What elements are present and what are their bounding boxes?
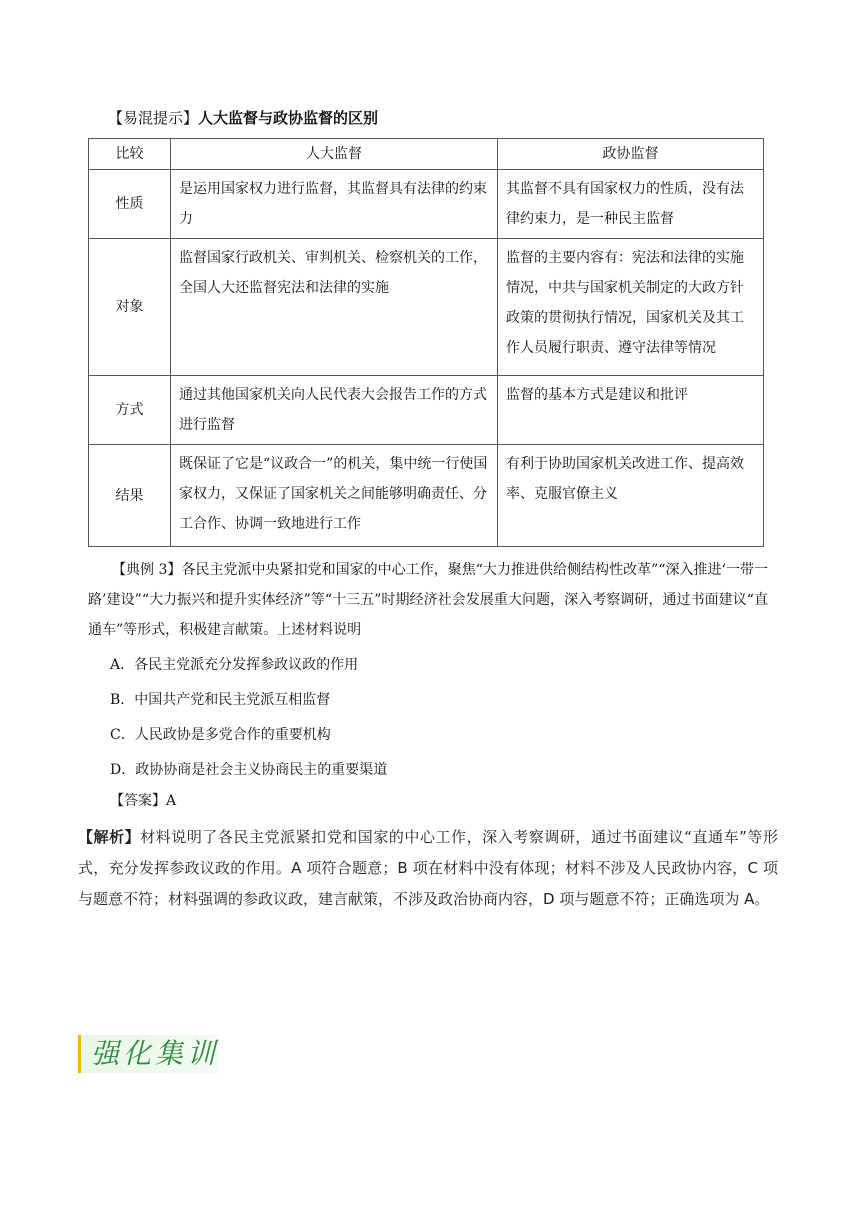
tip-label: 【易混提示】 <box>108 109 199 127</box>
answer-options <box>110 654 387 794</box>
cell-cppcc: 监督的主要内容有：宪法和法律的实施情况，中共与国家机关制定的大政方针政策的贯彻执行情况，国家机关及其工作人员履行职责、遵守法律等情况 <box>498 239 764 376</box>
table-header-row <box>89 139 764 170</box>
row-label-object: 对象 <box>89 239 171 376</box>
option-b: B．中国共产党和民主党派互相监督 <box>110 692 331 708</box>
table-row <box>89 170 764 239</box>
header-compare: 比较 <box>89 139 171 170</box>
row-label-result: 结果 <box>89 445 171 547</box>
answer-line: 【答案】A <box>110 793 177 809</box>
comparison-table <box>88 138 764 547</box>
option-a: A．各民主党派充分发挥参政议政的作用 <box>110 657 359 673</box>
row-label-method: 方式 <box>89 376 171 445</box>
row-label-nature: 性质 <box>89 170 171 239</box>
section-logo <box>78 1035 219 1073</box>
analysis-label: 【解析】 <box>78 828 141 846</box>
cell-npc: 监督国家行政机关、审判机关、检察机关的工作，全国人大还监督宪法和法律的实施 <box>171 239 498 376</box>
table-row <box>89 445 764 547</box>
header-npc-supervision: 人大监督 <box>171 139 498 170</box>
cell-npc: 通过其他国家机关向人民代表大会报告工作的方式进行监督 <box>171 376 498 445</box>
cell-cppcc: 有利于协助国家机关改进工作、提高效率、克服官僚主义 <box>498 445 764 547</box>
option-d: D．政协协商是社会主义协商民主的重要渠道 <box>110 762 388 778</box>
table-row <box>89 376 764 445</box>
analysis-paragraph <box>78 822 778 915</box>
tip-title: 人大监督与政协监督的区别 <box>198 109 379 127</box>
example-question-stem: 【典例 3】各民主党派中央紧扣党和国家的中心工作，聚焦“大力推进供给侧结构性改革”“深入推进‘一带一路’建设”“大力振兴和提升实体经济”等“十三五”时期经济社会发展重大问题，深入考察调研，通过书面建议“直通车”等形式，积极建言献策。上述材料说明 <box>88 562 768 638</box>
logo-text: 强化集训 <box>91 1037 220 1070</box>
cell-cppcc: 监督的基本方式是建议和批评 <box>498 376 764 445</box>
confusion-tip-heading <box>108 108 378 128</box>
cell-npc: 既保证了它是“议政合一”的机关，集中统一行使国家权力，又保证了国家机关之间能够明确责任、分工合作、协调一致地进行工作 <box>171 445 498 547</box>
cell-npc: 是运用国家权力进行监督，其监督具有法律的约束力 <box>171 170 498 239</box>
analysis-text: 材料说明了各民主党派紧扣党和国家的中心工作，深入考察调研，通过书面建议“直通车”等形式，充分发挥参政议政的作用。A 项符合题意；B 项在材料中没有体现；材料不涉及人民政协内容，C 项与题意不符；材料强调的参政议政，建言献策，不涉及政治协商内容，D 项与题意不符；正确选项为 A。 <box>78 828 778 908</box>
table-row <box>89 239 764 376</box>
cell-cppcc: 其监督不具有国家权力的性质，没有法律约束力，是一种民主监督 <box>498 170 764 239</box>
option-c: C．人民政协是多党合作的重要机构 <box>110 727 331 743</box>
header-cppcc-supervision: 政协监督 <box>498 139 764 170</box>
